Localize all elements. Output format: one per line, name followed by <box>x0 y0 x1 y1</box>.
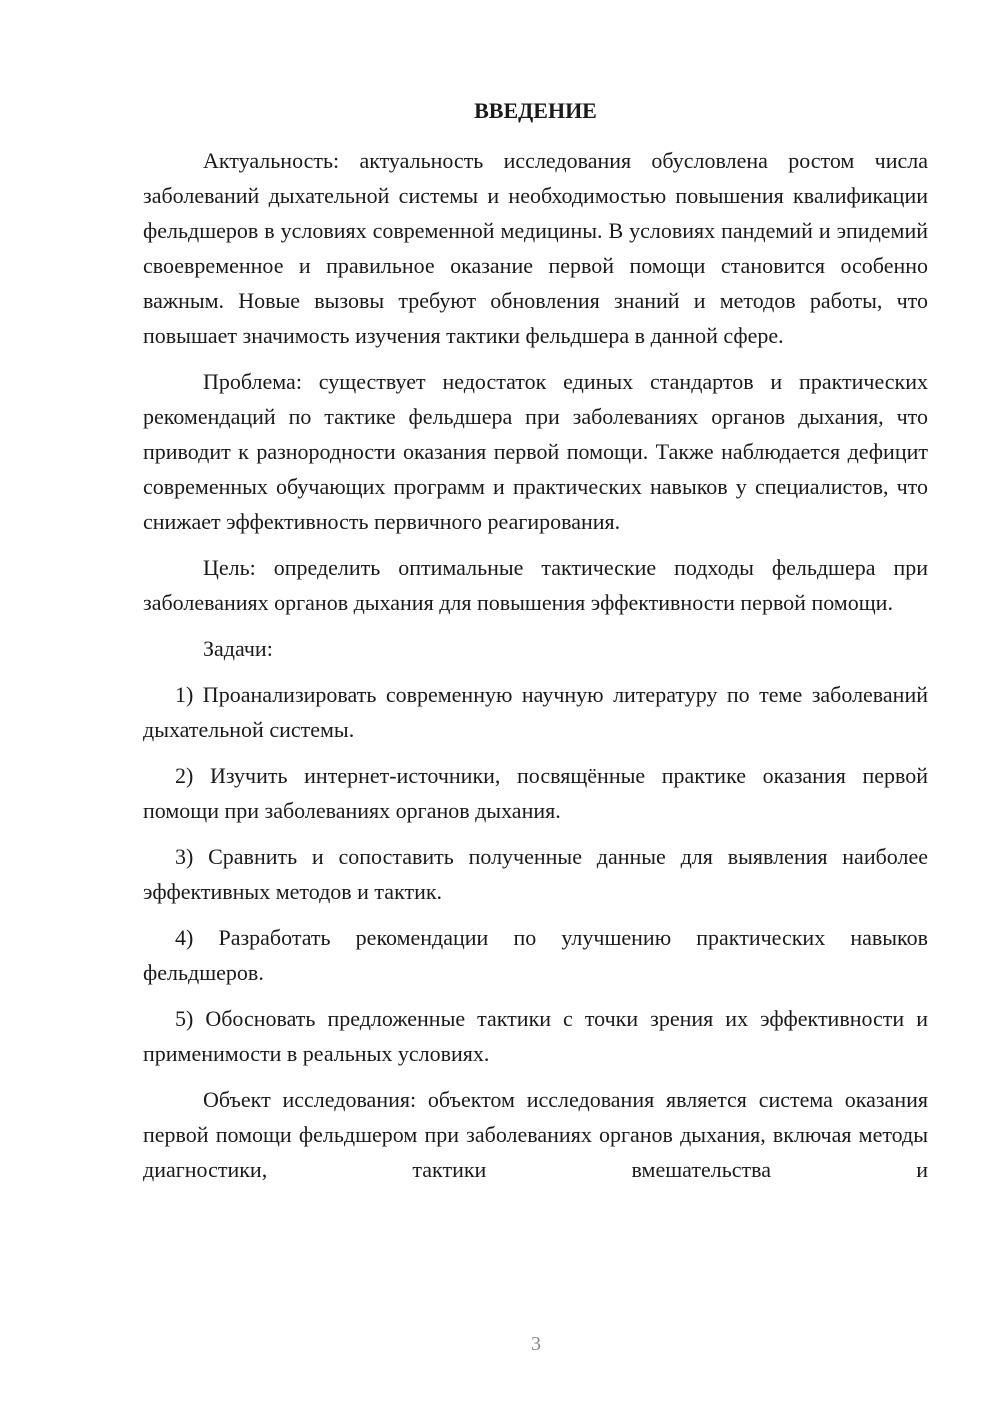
task-item: 4) Разработать рекомендации по улучшению практических навыков фельдшеров. <box>143 925 928 985</box>
page-number: 3 <box>531 1333 541 1355</box>
tasks-title: Задачи: <box>203 636 273 661</box>
problem-paragraph: Проблема: существует недостаток единых стандартов и практических рекомендаций по тактике фельдшера при заболеваниях органов дыхания, что приводит к разнородности оказания первой помощи. Также наблюдается дефицит современных обучающих программ и практических навыков у специалистов, что снижает эффективность первичного реагирования. <box>143 369 928 534</box>
section-heading: ВВЕДЕНИЕ <box>474 98 597 123</box>
task-item: 5) Обосновать предложенные тактики с точки зрения их эффективности и применимости в реальных условиях. <box>143 1006 928 1066</box>
task-item: 3) Сравнить и сопоставить полученные данные для выявления наиболее эффективных методов и тактик. <box>143 844 928 904</box>
goal-paragraph: Цель: определить оптимальные тактические подходы фельдшера при заболеваниях органов дыхания для повышения эффективности первой помощи. <box>143 555 928 615</box>
task-item: 1) Проанализировать современную научную литературу по теме заболеваний дыхательной системы. <box>143 682 928 742</box>
object-paragraph: Объект исследования: объектом исследования является система оказания первой помощи фельдшером при заболеваниях органов дыхания, включая методы диагностики, тактики вмешательства и <box>143 1087 928 1182</box>
document-page <box>143 96 928 1187</box>
relevance-paragraph: Актуальность: актуальность исследования обусловлена ростом числа заболеваний дыхательной системы и необходимостью повышения квалификации фельдшеров в условиях современной медицины. В условиях пандемий и эпидемий своевременное и правильное оказание первой помощи становится особенно важным. Новые вызовы требуют обновления знаний и методов работы, что повышает значимость изучения тактики фельдшера в данной сфере. <box>143 148 928 348</box>
task-item: 2) Изучить интернет-источники, посвящённые практике оказания первой помощи при заболеваниях органов дыхания. <box>143 763 928 823</box>
